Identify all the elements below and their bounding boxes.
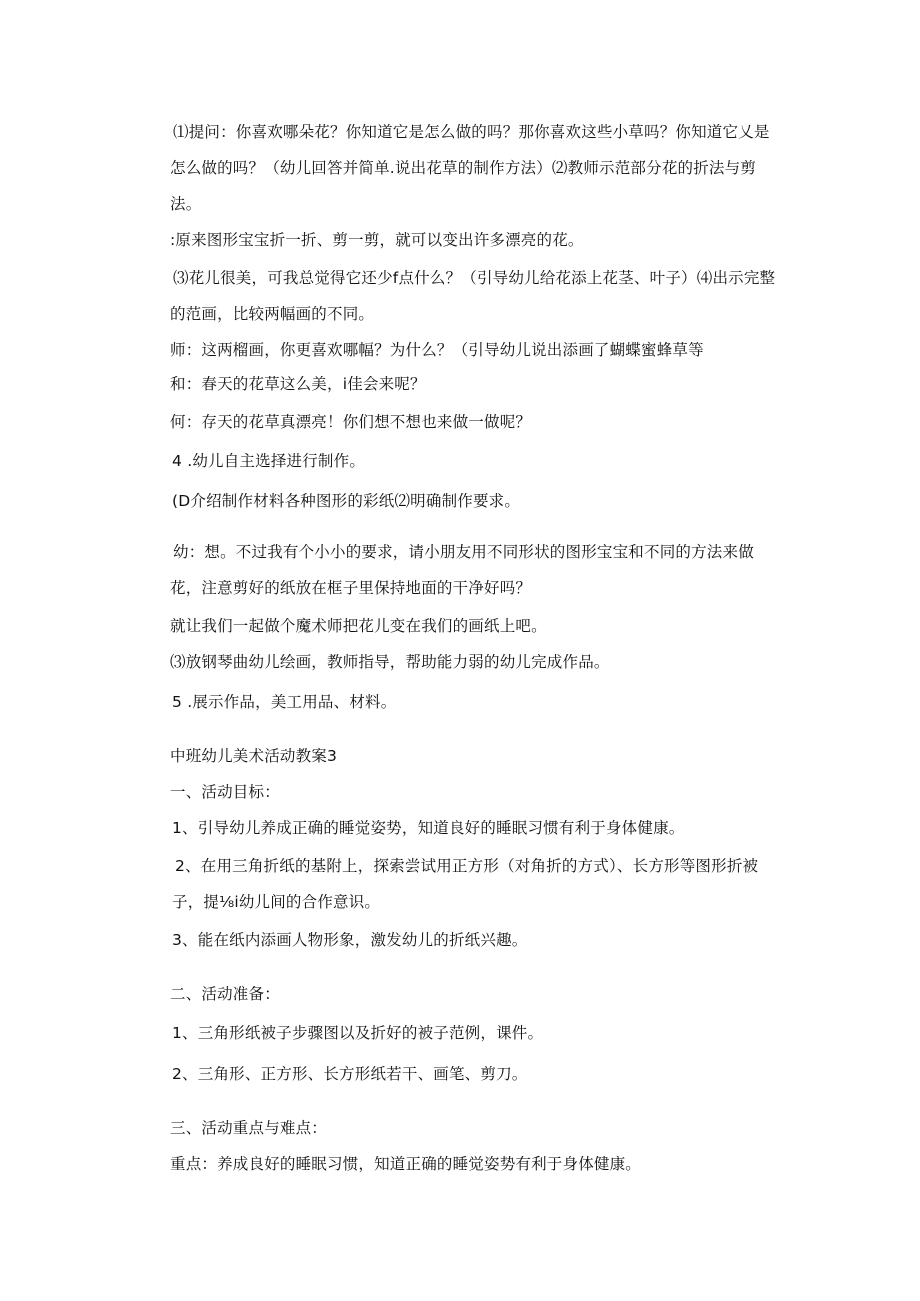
paragraph-compare-paintings: 师：这两榴画，你更喜欢哪幅？为什么？（引导幼儿说出添画了蝴蝶蜜蜂草等 [170, 341, 704, 359]
paragraph-spring-flowers: 和：春天的花草这么美，i佳会来呢？ [170, 375, 426, 393]
preparation-item-1: 1、三角形纸被子步骤图以及折好的被子范例，课件。 [172, 1024, 544, 1042]
section-goals-heading: 一、活动目标： [170, 783, 280, 801]
preparation-item-2: 2、三角形、正方形、长方形纸若干、画笔、剪刀。 [172, 1065, 528, 1083]
goal-item-1: 1、引导幼儿养成正确的睡觉姿势，知道良好的睡眠习惯有利于身体健康。 [172, 819, 685, 837]
paragraph-shapes-fold-cut: :原来图形宝宝折一折、剪一剪，就可以变出许多漂亮的花。 [170, 231, 584, 249]
step-4-heading: 4 .幼儿自主选择进行制作。 [172, 452, 366, 470]
step-5-heading: 5 .展示作品，美工用品、材料。 [172, 693, 397, 711]
paragraph-question-flowers: ⑴提问：你喜欢哪朵花？你知道它是怎么做的吗？那你喜欢这些小草吗？你知道它乂是怎么做的吗？（幼儿回答并简单.说出花草的制作方法）⑵教师示范部分花的折法与剪法。 [170, 123, 770, 213]
goal-item-3: 3、能在纸内添画人物形象，激发幼儿的折纸兴趣。 [172, 931, 528, 949]
lesson-plan-title: 中班幼儿美术活动教案3 [170, 747, 338, 765]
paragraph-materials-requirements: (D介绍制作材料各种图形的彩纸⑵明确制作要求。 [172, 492, 521, 510]
section-preparation-heading: 二、活动准备： [170, 985, 280, 1003]
key-point-text: 重点：养成良好的睡眠习惯，知道正确的睡觉姿势有利于身体健康。 [170, 1155, 642, 1173]
paragraph-want-to-make: 何：存天的花草真漂亮！你们想不想也来做一做呢？ [170, 413, 532, 431]
section-key-points-heading: 三、活动重点与难点： [170, 1119, 328, 1137]
paragraph-piano-music: ⑶放钢琴曲幼儿绘画，教师指导，帮助能力弱的幼儿完成作品。 [170, 653, 610, 671]
paragraph-magician: 就让我们一起做个魔术师把花儿变在我们的画纸上吧。 [170, 617, 547, 635]
paragraph-requirements-detail: 幼：想。不过我有个小小的要求，请小朋友用不同形状的图形宝宝和不同的方法来做花，注意剪好的纸放在框子里保持地面的干净好吗？ [170, 543, 754, 597]
paragraph-add-stems: ⑶花儿很美，可我总觉得它还少f点什么？（引导幼儿给花添上花茎、叶子）⑷出示完整的范画，比较两幅画的不同。 [170, 269, 776, 323]
goal-item-2: 2、在用三角折纸的基附上，探索尝试用正方形（对角折的方式）、长方形等图形折被子，提⅛i幼儿间的合作意识。 [172, 857, 759, 911]
